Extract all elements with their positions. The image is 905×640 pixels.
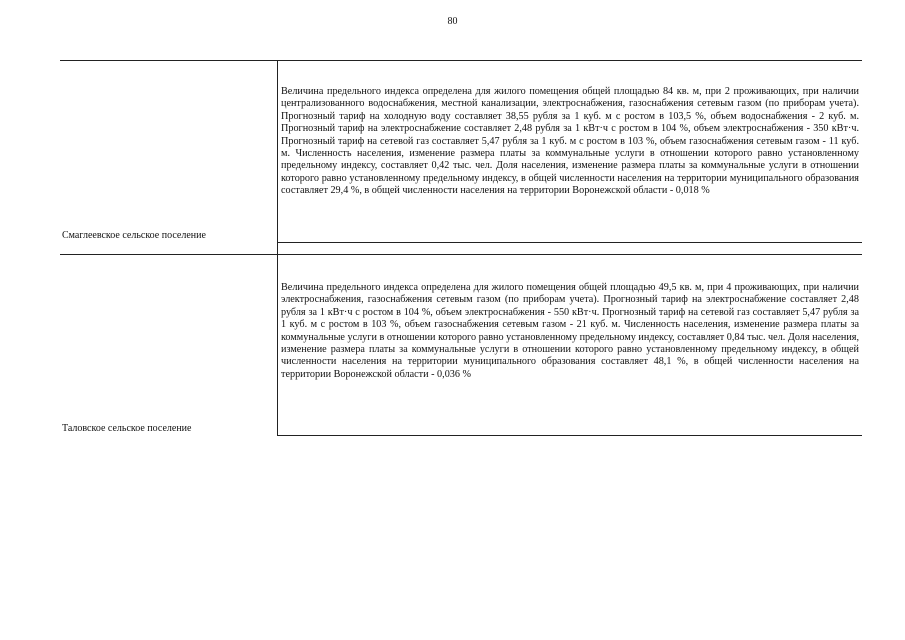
column-divider [277,60,278,242]
table-row [60,265,862,435]
table-row [60,60,862,242]
row-bottom-rule [277,242,862,243]
row-bottom-rule [277,435,862,436]
settlement-name: Смаглеевское сельское поселение [62,230,206,241]
index-description: Величина предельного индекса определена для жилого помещения общей площадью 84 кв. м, при 2 проживающих, при наличии централизованного водоснабжения, местной канализации, электроснабжения, газоснабжения сетевым газом (по приборам учета). Прогнозный тариф на холодную воду составляет 38,55 рубля за 1 куб. м с ростом в 103,5 %, объем водоснабжения - 2 куб. м. Прогнозный тариф на электроснабжение составляет 2,48 рубля за 1 кВт·ч с ростом в 104 %, объем электроснабжения - 350 кВт·ч. Прогнозный тариф на сетевой газ составляет 5,47 рубля за 1 куб. м с ростом в 103 %, объем газоснабжения сетевым газом - 11 куб. м. Численность населения, изменение размера платы за коммунальные услуги в отношении которого равно установленному предельному индексу, составляет 0,42 тыс. чел. Доля населения, изменение размера платы за коммунальные услуги в отношении которого равно установленному предельному индексу, в общей численности населения на территории муниципального образования составляет 29,4 %, в общей численности населения на территории Воронежской области - 0,018 % [281,86,859,197]
column-divider [277,265,278,435]
settlement-name: Таловское сельское поселение [62,423,192,434]
row-separator [60,254,862,255]
page-number: 80 [447,16,458,27]
index-description: Величина предельного индекса определена для жилого помещения общей площадью 49,5 кв. м, при 4 проживающих, при наличии электроснабжения, газоснабжения сетевым газом (по приборам учета). Прогнозный тариф на электроснабжение составляет 2,48 рубля за 1 кВт·ч с ростом в 104 %, объем электроснабжения - 550 кВт·ч. Прогнозный тариф на сетевой газ составляет 5,47 рубля за 1 куб. м с ростом в 103 %, объем газоснабжения сетевым газом - 21 куб. м. Численность населения, изменение размера платы за коммунальные услуги в отношении которого равно установленному предельному индексу, составляет 0,84 тыс. чел. Доля населения, изменение размера платы за коммунальные услуги в отношении которого равно установленному предельному индексу, в общей численности населения на территории муниципального образования составляет 48,1 %, в общей численности населения на территории Воронежской области - 0,036 % [281,282,859,380]
